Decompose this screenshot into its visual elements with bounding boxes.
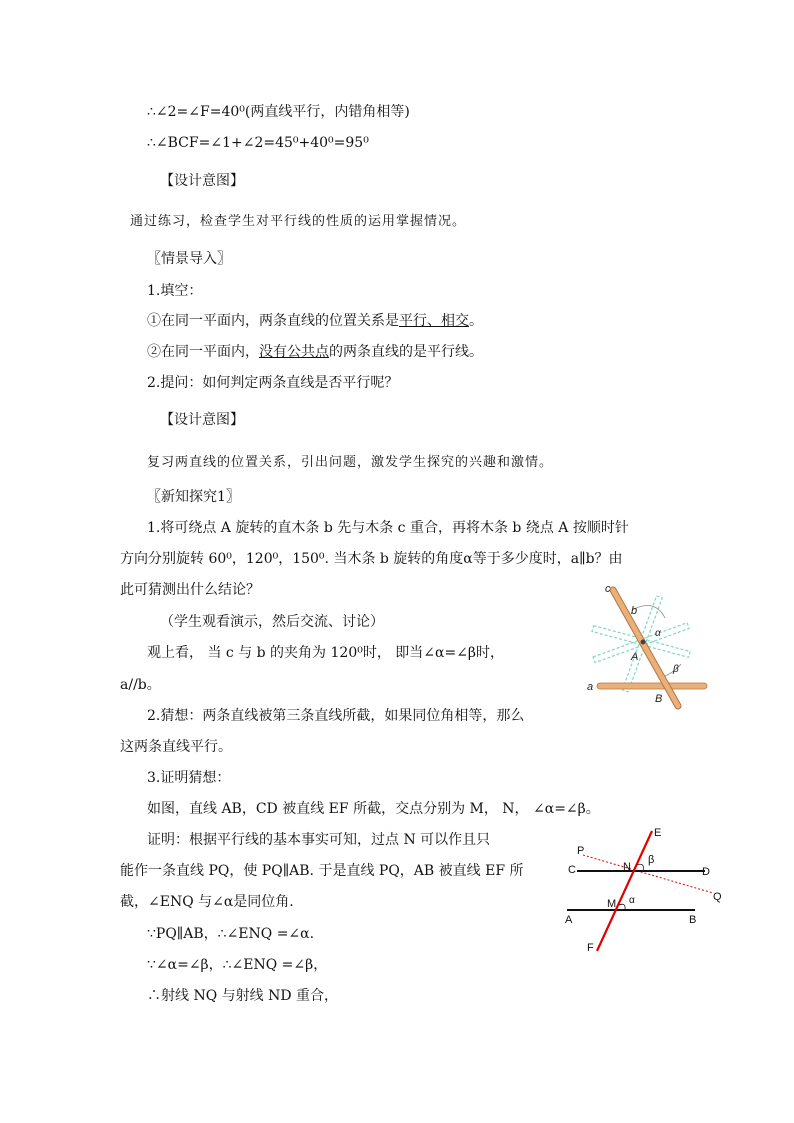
section-heading: 【设计意图】: [160, 173, 244, 189]
beta-arc: [637, 864, 643, 871]
line-EF: [597, 831, 655, 951]
section-heading: 【设计意图】: [160, 412, 244, 428]
text-line: 观上看， 当 c 与 b 的夹角为 120⁰时， 即当∠α=∠β时，: [147, 645, 505, 661]
text-line: 如图，直线 AB，CD 被直线 EF 所截，交点分别为 M， N， ∠α=∠β。: [147, 801, 600, 817]
label-alpha: α: [655, 628, 661, 639]
label-D: D: [702, 866, 710, 878]
answer-blank: 平行、相交: [399, 313, 469, 329]
text-line: ∴射线 NQ 与射线 ND 重合，: [147, 988, 339, 1004]
text-line: ∵PQ∥AB，∴∠ENQ =∠α.: [147, 926, 315, 942]
label-A: A: [565, 914, 573, 926]
text-line: 1.将可绕点 A 旋转的直木条 b 先与木条 c 重合，再将木条 b 绕点 A 按顺时针: [147, 520, 629, 536]
section-heading: 〖情景导入〗: [147, 251, 231, 267]
label-alpha: α: [629, 895, 635, 906]
label-B: B: [655, 693, 663, 705]
text-line: 1.填空：: [147, 283, 203, 299]
text-line: 截，∠ENQ 与∠α是同位角.: [120, 894, 294, 910]
text-line: ∵∠α=∠β，∴∠ENQ =∠β，: [147, 957, 328, 973]
text-line: 这两条直线平行。: [120, 739, 232, 755]
text-line: 方向分别旋转 60⁰，120⁰，150⁰. 当木条 b 旋转的角度α等于多少度时，a∥b？由: [120, 551, 623, 567]
transversal-figure: [555, 823, 735, 958]
text-line: [147, 311, 483, 331]
text-line: ∴∠2=∠F=40⁰(两直线平行，内错角相等): [147, 104, 410, 120]
label-F: F: [587, 942, 594, 954]
label-C: C: [568, 864, 576, 876]
text-line: 2.猜想：两条直线被第三条直线所截，如果同位角相等，那么: [147, 708, 525, 724]
label-A: A: [631, 651, 639, 663]
text-segment: ②在同一平面内，: [147, 344, 259, 360]
pivot-point: [641, 640, 646, 645]
label-b: b: [631, 605, 638, 617]
text-line: 3.证明猜想：: [147, 770, 231, 786]
answer-blank: 没有公共点: [259, 344, 329, 360]
label-beta: β: [673, 664, 679, 675]
text-line: [147, 342, 483, 362]
text-line: 此可猜测出什么结论？: [120, 582, 260, 598]
text-line: 证明：根据平行线的基本事实可知，过点 N 可以作且只: [147, 832, 491, 848]
text-line: 2.提问：如何判定两条直线是否平行呢？: [147, 375, 399, 391]
rod-a: [597, 683, 707, 689]
label-N: N: [623, 861, 631, 873]
label-E: E: [654, 827, 662, 839]
label-B: B: [689, 914, 697, 926]
label-P: P: [577, 845, 585, 857]
label-M: M: [607, 898, 617, 910]
label-beta: β: [648, 854, 655, 866]
section-heading: 〖新知探究1〗: [147, 489, 240, 505]
rotating-rods-figure: [585, 580, 715, 710]
text-segment: 的两条直线的是平行线。: [329, 344, 483, 360]
text-line: 通过练习，检查学生对平行线的性质的运用掌握情况。: [130, 214, 467, 229]
text-segment: 。: [469, 313, 483, 329]
text-line: ∴∠BCF=∠1+∠2=45⁰+40⁰=95⁰: [147, 135, 369, 151]
label-c: c: [605, 583, 611, 595]
label-a: a: [587, 681, 594, 693]
label-Q: Q: [713, 891, 722, 903]
text-segment: ①在同一平面内，两条直线的位置关系是: [147, 313, 399, 329]
text-line: 复习两直线的位置关系，引出问题，激发学生探究的兴趣和激情。: [147, 455, 554, 470]
text-line: 能作一条直线 PQ，使 PQ∥AB. 于是直线 PQ，AB 被直线 EF 所: [120, 863, 524, 879]
text-line: a//b。: [120, 677, 161, 693]
text-line: （学生观看演示，然后交流、讨论）: [160, 614, 384, 630]
